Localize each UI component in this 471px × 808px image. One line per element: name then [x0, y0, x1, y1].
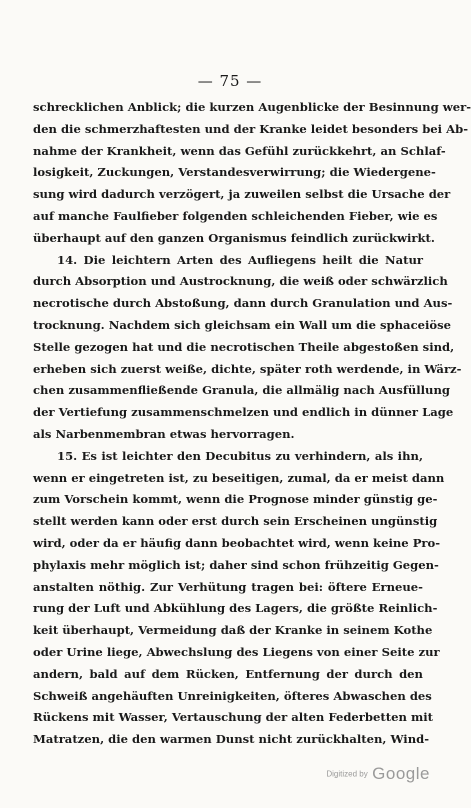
page-number: — 75 —: [197, 72, 263, 90]
text-line: stellt werden kann oder erst durch sein Erscheinen ungünstig: [33, 514, 438, 529]
google-watermark: [326, 764, 430, 784]
text-line: keit überhaupt, Vermeidung daß der Kranke in seinem Kothe: [33, 623, 433, 638]
text-line: phylaxis mehr möglich ist; daher sind schon frühzeitig Gegen-: [33, 557, 439, 572]
text-line: Stelle gezogen hat und die necrotischen Theile abgestoßen sind,: [33, 339, 455, 354]
text-line: necrotische durch Abstoßung, dann durch Granulation und Aus-: [33, 296, 453, 311]
text-line: Matratzen, die den warmen Dunst nicht zurückhalten, Wind-: [33, 732, 430, 747]
text-line: zum Vorschein kommt, wenn die Prognose minder günstig ge-: [33, 492, 438, 507]
text-line: überhaupt auf den ganzen Organismus feindlich zurückwirkt.: [33, 230, 435, 245]
text-line: den die schmerzhaftesten und der Kranke leidet besonders bei Ab-: [33, 121, 469, 136]
text-line: 14. Die leichtern Arten des Aufliegens heilt die Natur: [57, 252, 423, 267]
text-line: rung der Luft und Abkühlung des Lagers, die größte Reinlich-: [33, 601, 438, 616]
text-line: erheben sich zuerst weiße, dichte, später roth werdende, in Wärz-: [33, 361, 462, 376]
text-line: sung wird dadurch verzögert, ja zuweilen selbst die Ursache der: [33, 187, 451, 202]
text-line: auf manche Faulfieber folgenden schleichenden Fieber, wie es: [33, 208, 438, 223]
text-line: als Narbenmembran etwas hervorragen.: [33, 426, 295, 441]
text-line: losigkeit, Zuckungen, Verstandesverwirrung; die Wiedergene-: [33, 165, 436, 180]
text-line: schrecklichen Anblick; die kurzen Augenblicke der Besinnung wer-: [33, 100, 471, 114]
text-line: trocknung. Nachdem sich gleichsam ein Wall um die sphaceiöse: [33, 317, 452, 332]
text-line: Schweiß angehäuften Unreinigkeiten, öfteres Abwaschen des: [33, 688, 432, 703]
text-line: oder Urine liege, Abwechslung des Liegens von einer Seite zur: [33, 644, 440, 659]
text-line: andern, bald auf dem Rücken, Entfernung der durch den: [33, 666, 423, 681]
text-line: anstalten nöthig. Zur Verhütung tragen bei: öftere Erneue-: [33, 579, 423, 594]
text-line: Rückens mit Wasser, Vertauschung der alten Federbetten mit: [33, 710, 433, 725]
text-line: nahme der Krankheit, wenn das Gefühl zurückkehrt, an Schlaf-: [33, 143, 446, 158]
text-line: 15. Es ist leichter den Decubitus zu verhindern, als ihn,: [57, 448, 423, 463]
text-line: chen zusammenfließende Granula, die allmälig nach Ausfüllung: [33, 383, 451, 398]
text-line: der Vertiefung zusammenschmelzen und endlich in dünner Lage: [33, 405, 454, 420]
watermark-google-logo: Google: [372, 764, 430, 783]
watermark-digitized-text: Digitized by: [326, 769, 368, 779]
body-text: [33, 97, 471, 751]
text-line: wird, oder da er häufig dann beobachtet wird, wenn keine Pro-: [33, 535, 441, 550]
text-line: wenn er eingetreten ist, zu beseitigen, zumal, da er meist dann: [33, 470, 445, 485]
text-line: durch Absorption und Austrocknung, die weiß oder schwärzlich: [33, 274, 448, 289]
